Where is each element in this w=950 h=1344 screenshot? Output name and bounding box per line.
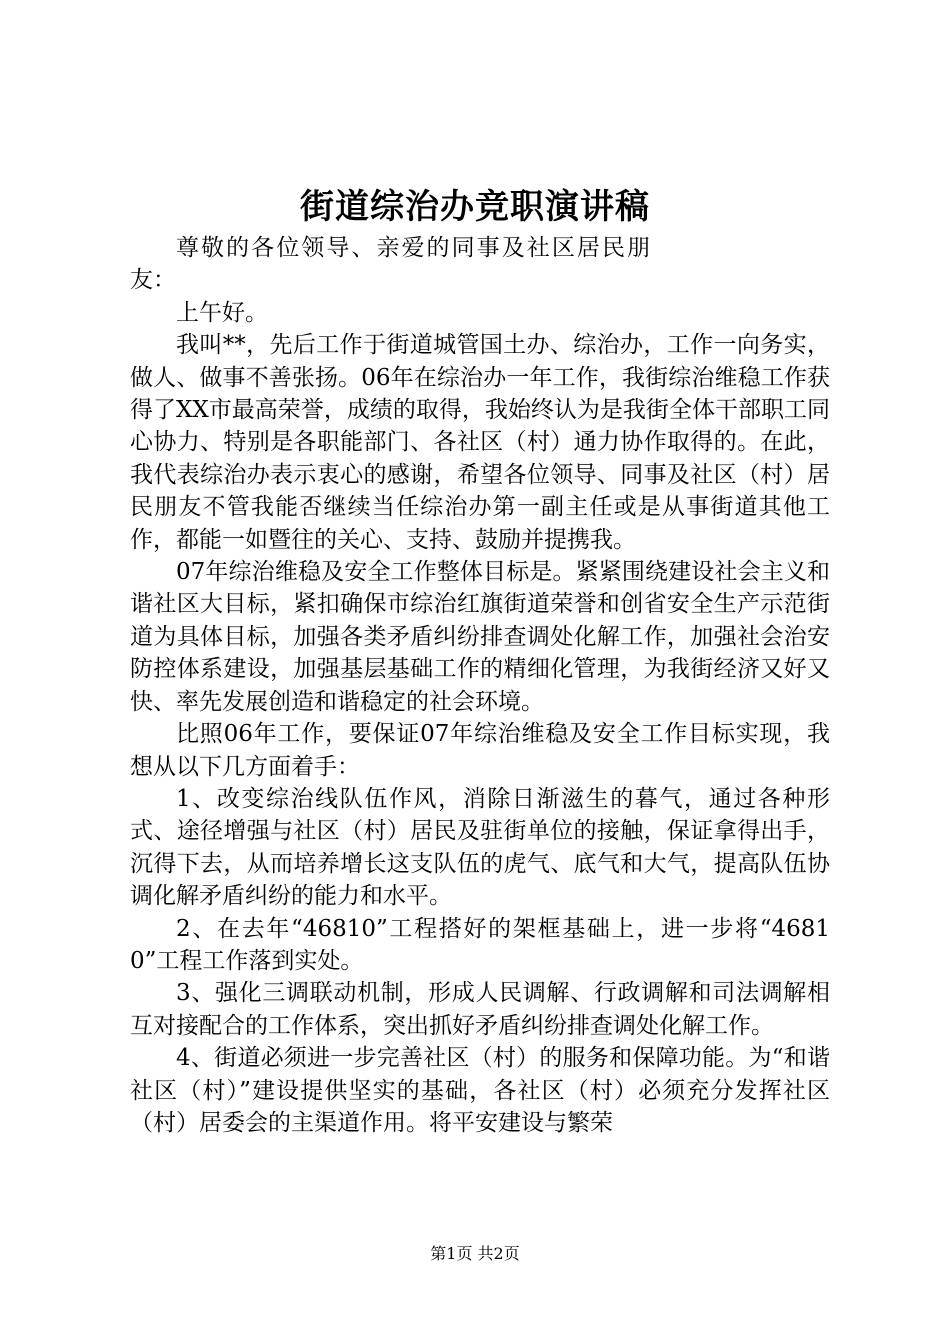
page-footer: 第1页 共2页 <box>430 1244 520 1263</box>
document-body <box>130 232 830 1139</box>
paragraph-greeting: 尊敬的各位领导、亲爱的同事及社区居民朋友： <box>130 235 650 294</box>
document-title: 街道综治办竞职演讲稿 <box>300 187 650 227</box>
paragraph-goals: 07年综治维稳及安全工作整体目标是。紧紧围绕建设社会主义和谐社区大目标，紧扣确保市综治红旗街道荣誉和创省安全生产示范街道为具体目标，加强各类矛盾纠纷排查调处化解工作，加强社会治安防控体系建设，加强基层基础工作的精细化管理，为我街经济又好又快、率先发展创造和谐稳定的社会环境。 <box>130 559 830 715</box>
paragraph-plan-intro: 比照06年工作，要保证07年综治维稳及安全工作目标实现，我想从以下几方面着手： <box>130 721 830 780</box>
paragraph-item-2: 2、在去年“46810”工程搭好的架框基础上，进一步将“46810”工程工作落到实处。 <box>130 915 830 974</box>
paragraph-item-3: 3、强化三调联动机制，形成人民调解、行政调解和司法调解相互对接配合的工作体系，突出抓好矛盾纠纷排查调处化解工作。 <box>130 980 830 1039</box>
paragraph-salutation: 上午好。 <box>176 299 268 326</box>
paragraph-item-4: 4、街道必须进一步完善社区（村）的服务和保障功能。为“和谐社区（村）”建设提供坚实的基础，各社区（村）必须充分发挥社区（村）居委会的主渠道作用。将平安建设与繁荣 <box>130 1045 830 1136</box>
paragraph-introduction: 我叫**，先后工作于街道城管国土办、综治办，工作一向务实，做人、做事不善张扬。06年在综治办一年工作，我街综治维稳工作获得了XX市最高荣誉，成绩的取得，我始终认为是我街全体干部职工同心协力、特别是各职能部门、各社区（村）通力协作取得的。在此，我代表综治办表示衷心的感谢，希望各位领导、同事及社区（村）居民朋友不管我能否继续当任综治办第一副主任或是从事街道其他工作，都能一如暨往的关心、支持、鼓励并提携我。 <box>130 332 830 553</box>
paragraph-item-1: 1、改变综治线队伍作风，消除日渐滋生的暮气，通过各种形式、途径增强与社区（村）居民及驻街单位的接触，保证拿得出手，沉得下去，从而培养增长这支队伍的虎气、底气和大气，提高队伍协调化解矛盾纠纷的能力和水平。 <box>130 785 830 910</box>
